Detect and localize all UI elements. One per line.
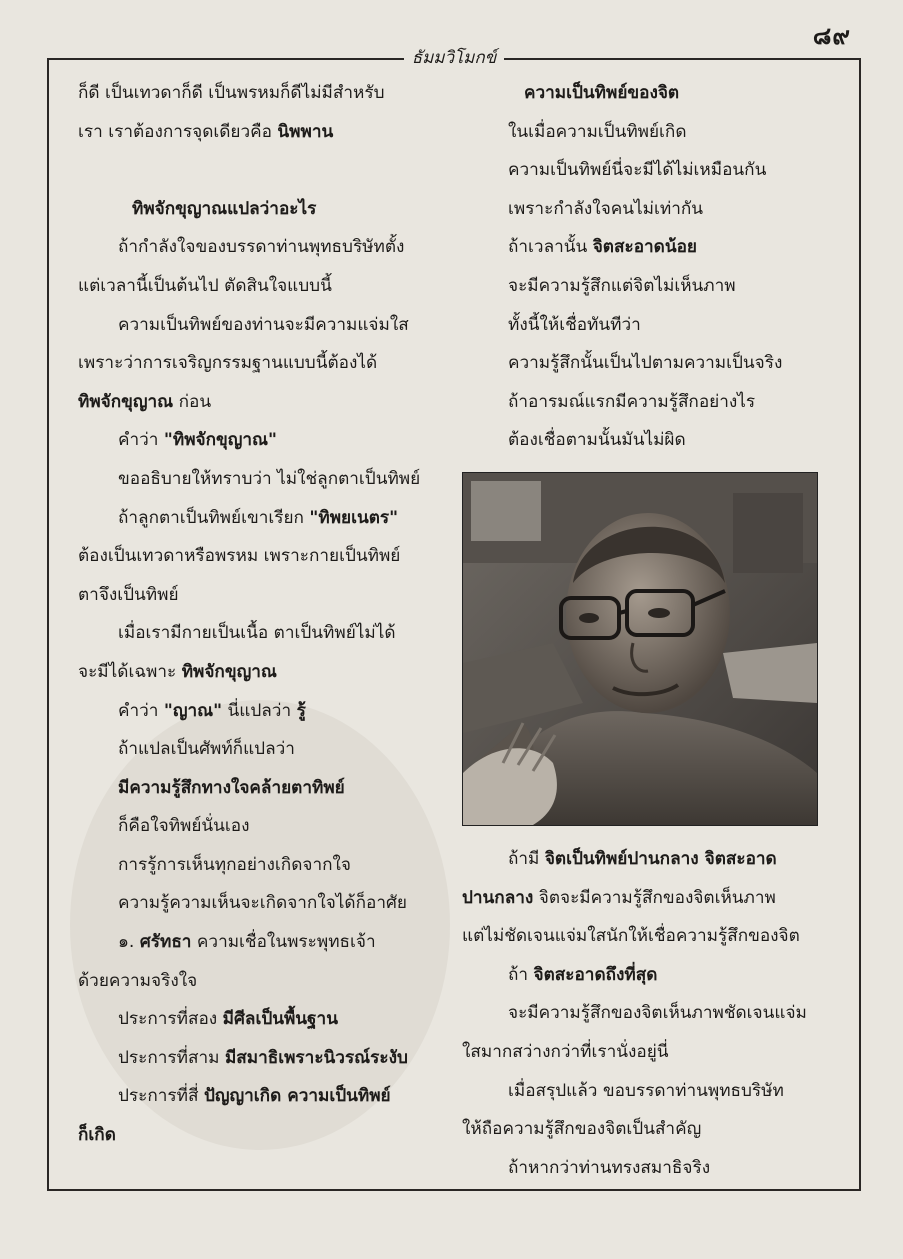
text-line xyxy=(78,499,438,538)
text-line xyxy=(78,537,438,576)
text-line xyxy=(78,421,438,460)
text-segment: ใสมากสว่างกว่าที่เรานั่งอยู่นี่ xyxy=(462,1041,669,1062)
monk-photo xyxy=(462,472,818,826)
text-segment: ๑. xyxy=(118,932,140,953)
running-header xyxy=(49,44,859,71)
text-segment: ถ้าอารมณ์แรกมีความรู้สึกอย่างไร xyxy=(508,391,756,412)
text-segment: ความเชื่อในพระพุทธเจ้า xyxy=(191,932,376,953)
text-line xyxy=(462,383,816,422)
text-line xyxy=(78,306,438,345)
text-line xyxy=(78,267,438,306)
text-line xyxy=(462,74,816,113)
text-segment: ถ้า xyxy=(508,964,534,985)
text-segment: การรู้การเห็นทุกอย่างเกิดจากใจ xyxy=(118,854,351,875)
text-segment: ให้ถือความรู้สึกของจิตเป็นสำคัญ xyxy=(462,1119,702,1140)
running-header-text: ธัมมวิโมกข์ xyxy=(404,48,505,68)
bold-text-segment: ความเป็นทิพย์ของจิต xyxy=(524,83,680,103)
text-segment: เรา เราต้องการจุดเดียวคือ xyxy=(78,121,278,142)
text-line xyxy=(462,344,816,383)
text-segment: คำว่า xyxy=(118,700,164,721)
text-segment: ถ้ามี xyxy=(508,849,545,869)
text-line xyxy=(78,614,438,653)
text-segment: เมื่อสรุปแล้ว ขอบรรดาท่านพุทธบริษัท xyxy=(508,1080,784,1101)
text-segment: ประการที่สอง xyxy=(118,1009,223,1030)
text-line xyxy=(78,653,438,692)
bold-text-segment: มีความรู้สึกทางใจคล้ายตาทิพย์ xyxy=(118,777,345,798)
bold-text-segment: ก็เกิด xyxy=(78,1125,116,1146)
text-line xyxy=(462,956,816,995)
text-line xyxy=(78,460,438,499)
text-line xyxy=(78,383,438,422)
text-segment: ถ้าเวลานั้น xyxy=(508,237,593,258)
text-segment: ประการที่สาม xyxy=(118,1047,225,1068)
text-segment: ในเมื่อความเป็นทิพย์เกิด xyxy=(508,121,687,142)
text-line xyxy=(462,190,816,229)
text-line xyxy=(462,1110,816,1149)
text-line xyxy=(462,879,816,918)
text-segment: ความเป็นทิพย์นี่จะมีได้ไม่เหมือนกัน xyxy=(508,160,767,181)
bold-text-segment: ทิพจักขุญาณ xyxy=(181,661,277,682)
text-line xyxy=(78,1039,438,1078)
text-segment: เพราะว่าการเจริญกรรมฐานแบบนี้ต้องได้ xyxy=(78,353,378,374)
text-line xyxy=(78,1000,438,1039)
text-segment: ความรู้ความเห็นจะเกิดจากใจได้ก็อาศัย xyxy=(118,893,407,914)
text-segment: แต่ไม่ชัดเจนแจ่มใสนักให้เชื่อความรู้สึกของจิต xyxy=(462,926,800,947)
text-line xyxy=(78,807,438,846)
text-line xyxy=(462,267,816,306)
text-segment: ก็ดี เป็นเทวดาก็ดี เป็นพรหมก็ดีไม่มีสำหรับ xyxy=(78,83,385,103)
text-line xyxy=(462,421,816,460)
text-line xyxy=(78,344,438,383)
text-line xyxy=(462,1149,816,1188)
page-number: ๘๙ xyxy=(812,22,851,50)
right-text-column-top xyxy=(462,74,816,460)
text-segment: จะมีได้เฉพาะ xyxy=(78,661,182,682)
bold-text-segment: ปานกลาง xyxy=(462,887,534,908)
text-line xyxy=(78,884,438,923)
text-line xyxy=(78,190,438,229)
text-line xyxy=(462,228,816,267)
text-segment: ต้องเชื่อตามนั้นมันไม่ผิด xyxy=(508,430,686,451)
bold-text-segment: "ญาณ" xyxy=(163,700,223,721)
text-segment: ตาจึงเป็นทิพย์ xyxy=(78,584,179,605)
text-line xyxy=(78,769,438,808)
text-line xyxy=(462,840,816,879)
text-segment: ก่อน xyxy=(173,391,212,412)
text-segment: ถ้าหากว่าท่านทรงสมาธิจริง xyxy=(508,1157,711,1178)
text-line xyxy=(78,730,438,769)
text-line xyxy=(462,1072,816,1111)
text-line xyxy=(78,576,438,615)
bold-text-segment: มีศีลเป็นพื้นฐาน xyxy=(222,1009,338,1030)
text-segment: ด้วยความจริงใจ xyxy=(78,970,198,991)
text-line xyxy=(462,306,816,345)
bold-text-segment: ทิพจักขุญาณแปลว่าอะไร xyxy=(132,198,317,219)
text-line xyxy=(78,962,438,1001)
right-text-column-bottom xyxy=(462,840,816,1187)
bold-text-segment: "ทิพจักขุญาณ" xyxy=(163,430,277,451)
text-segment: ถ้าลูกตาเป็นทิพย์เขาเรียก xyxy=(118,507,310,528)
text-line xyxy=(462,151,816,190)
text-line xyxy=(78,151,438,190)
text-line xyxy=(78,1116,438,1155)
text-segment: ทั้งนี้ให้เชื่อทันทีว่า xyxy=(508,314,641,335)
text-segment: จิตจะมีความรู้สึกของจิตเห็นภาพ xyxy=(533,887,776,908)
text-segment: ถ้ากำลังใจของบรรดาท่านพุทธบริษัทตั้ง xyxy=(118,237,405,258)
text-segment: ขออธิบายให้ทราบว่า ไม่ใช่ลูกตาเป็นทิพย์ xyxy=(118,468,421,489)
bold-text-segment: ทิพจักขุญาณ xyxy=(78,391,174,412)
text-segment: ต้องเป็นเทวดาหรือพรหม เพราะกายเป็นทิพย์ xyxy=(78,546,401,567)
bold-text-segment: "ทิพยเนตร" xyxy=(309,507,399,528)
text-segment: ประการที่สี่ xyxy=(118,1086,204,1107)
left-text-column xyxy=(78,74,438,1155)
bold-text-segment: ศรัทธา xyxy=(139,932,192,953)
text-segment: จะมีความรู้สึกของจิตเห็นภาพชัดเจนแจ่ม xyxy=(508,1003,807,1024)
text-segment: นี่แปลว่า xyxy=(222,700,297,721)
text-line xyxy=(78,74,438,113)
bold-text-segment: จิตสะอาดน้อย xyxy=(592,237,697,258)
text-segment: แต่เวลานี้เป็นต้นไป ตัดสินใจแบบนี้ xyxy=(78,275,332,296)
bold-text-segment: จิตสะอาดถึงที่สุด xyxy=(533,964,658,985)
monk-photo-illustration xyxy=(463,473,817,825)
text-line xyxy=(462,113,816,152)
bold-text-segment: นิพพาน xyxy=(277,121,334,142)
text-segment: ถ้าแปลเป็นศัพท์ก็แปลว่า xyxy=(118,739,295,760)
text-line xyxy=(78,228,438,267)
text-line xyxy=(462,1033,816,1072)
text-line xyxy=(78,923,438,962)
text-segment: ความรู้สึกนั้นเป็นไปตามความเป็นจริง xyxy=(508,353,783,374)
bold-text-segment: จิตเป็นทิพย์ปานกลาง จิตสะอาด xyxy=(544,849,777,869)
text-line xyxy=(78,846,438,885)
text-segment: ก็คือใจทิพย์นั่นเอง xyxy=(118,816,250,837)
text-line xyxy=(78,692,438,731)
text-segment: จะมีความรู้สึกแต่จิตไม่เห็นภาพ xyxy=(508,275,736,296)
text-segment: ความเป็นทิพย์ของท่านจะมีความแจ่มใส xyxy=(118,314,409,335)
text-line xyxy=(78,113,438,152)
bold-text-segment: รู้ xyxy=(296,700,306,721)
text-segment: เพราะกำลังใจคนไม่เท่ากัน xyxy=(508,198,703,219)
text-segment: คำว่า xyxy=(118,430,164,451)
text-segment: เมื่อเรามีกายเป็นเนื้อ ตาเป็นทิพย์ไม่ได้ xyxy=(118,623,396,644)
text-line xyxy=(462,994,816,1033)
text-line xyxy=(462,917,816,956)
bold-text-segment: มีสมาธิเพราะนิวรณ์ระงับ xyxy=(224,1047,408,1068)
bold-text-segment: ปัญญาเกิด ความเป็นทิพย์ xyxy=(203,1086,391,1107)
text-line xyxy=(78,1077,438,1116)
